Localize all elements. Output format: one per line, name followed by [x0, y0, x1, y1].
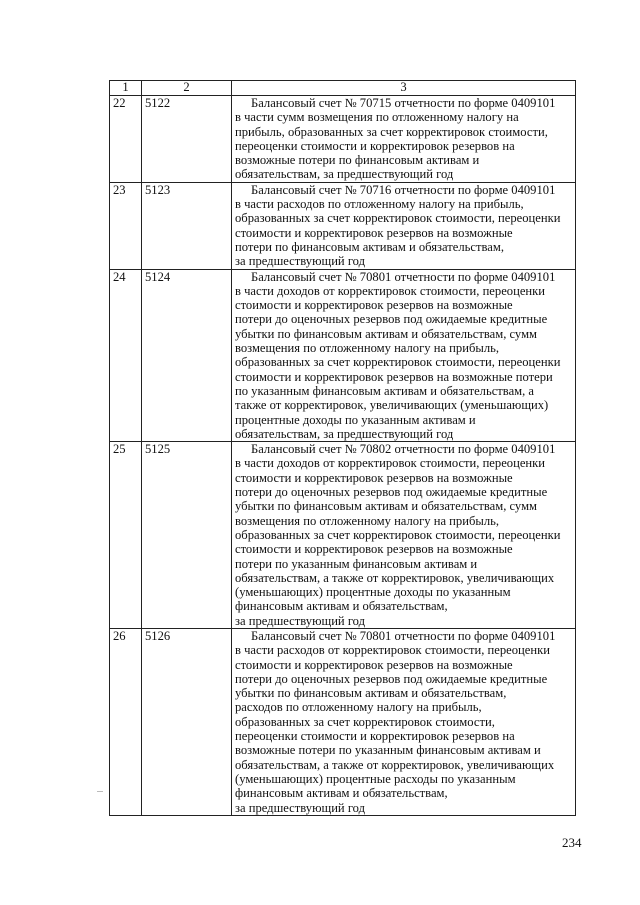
code-cell: 5125 — [142, 442, 232, 629]
row-number-cell: 25 — [110, 442, 142, 629]
description-line: переоценки стоимости и корректировок резервов на — [235, 138, 515, 153]
column-header-3: 3 — [232, 81, 576, 96]
description-line: убытки по финансовым активам и обязательствам, сумм — [235, 499, 538, 514]
description-line: возможные потери по финансовым активам и — [235, 153, 480, 168]
margin-mark — [97, 791, 103, 792]
description-line: расходов по отложенному налогу на прибыль, — [235, 700, 482, 715]
description-line: (уменьшающих) процентные доходы по указанным — [235, 585, 511, 600]
page-number: 234 — [562, 835, 582, 850]
description-line: образованных за счет корректировок стоимости, переоценки — [235, 355, 561, 370]
description-cell — [232, 442, 576, 629]
description-line: Балансовый счет № 70715 отчетности по форме 0409101 — [251, 96, 556, 110]
description-line: переоценки стоимости и корректировок резервов на — [235, 729, 515, 744]
description-line: в части расходов от корректировок стоимости, переоценки — [235, 643, 550, 658]
table-header-row — [110, 81, 576, 96]
description-line: обязательствам, за предшествующий год — [235, 167, 454, 182]
table-body — [110, 81, 576, 816]
description-line: за предшествующий год — [235, 800, 366, 815]
description-line: образованных за счет корректировок стоимости, переоценки — [235, 527, 561, 542]
table-row — [110, 628, 576, 815]
description-line: в части расходов по отложенному налогу на прибыль, — [235, 197, 524, 212]
description-line: убытки по финансовым активам и обязательствам, сумм — [235, 326, 538, 341]
description-line: возмещения по отложенному налогу на прибыль, — [235, 513, 500, 528]
description-line: потери по финансовым активам и обязательствам, — [235, 239, 505, 254]
column-header-1: 1 — [110, 81, 142, 96]
description-line: в части доходов от корректировок стоимости, переоценки — [235, 283, 546, 298]
description-line: процентные доходы по указанным активам и — [235, 412, 476, 427]
description-line: Балансовый счет № 70802 отчетности по форме 0409101 — [251, 442, 556, 457]
description-line: потери по указанным финансовым активам и — [235, 556, 478, 571]
code-cell: 5122 — [142, 96, 232, 183]
description-line: стоимости и корректировок резервов на возможные — [235, 470, 513, 485]
description-cell — [232, 269, 576, 442]
description-cell — [232, 96, 576, 183]
description-line: стоимости и корректировок резервов на возможные — [235, 298, 513, 313]
description-line: потери до оценочных резервов под ожидаемые кредитные — [235, 485, 548, 500]
description-line: стоимости и корректировок резервов на возможные — [235, 542, 513, 557]
row-number-cell: 26 — [110, 628, 142, 815]
description-line: прибыль, образованных за счет корректировок стоимости, — [235, 124, 548, 139]
row-number-cell: 24 — [110, 269, 142, 442]
description-line: также от корректировок, увеличивающих (уменьшающих) — [235, 398, 549, 413]
code-cell: 5123 — [142, 182, 232, 269]
description-line: за предшествующий год — [235, 613, 366, 628]
row-number-cell: 22 — [110, 96, 142, 183]
description-cell — [232, 628, 576, 815]
description-line: стоимости и корректировок резервов на возможные потери — [235, 369, 553, 384]
description-line: убытки по финансовым активам и обязательствам, — [235, 686, 507, 701]
description-line: Балансовый счет № 70801 отчетности по форме 0409101 — [251, 628, 556, 643]
description-line: стоимости и корректировок резервов на возможные — [235, 225, 513, 240]
description-line: потери до оценочных резервов под ожидаемые кредитные — [235, 671, 548, 686]
description-line: возможные потери по указанным финансовым активам и — [235, 743, 541, 758]
description-line: в части сумм возмещения по отложенному налогу на — [235, 110, 519, 125]
description-line: финансовым активам и обязательствам, — [235, 786, 448, 801]
table-row — [110, 182, 576, 269]
description-line: за предшествующий год — [235, 254, 366, 269]
row-number-cell: 23 — [110, 182, 142, 269]
description-line: Балансовый счет № 70716 отчетности по форме 0409101 — [251, 182, 556, 197]
description-line: стоимости и корректировок резервов на возможные — [235, 657, 513, 672]
description-line: (уменьшающих) процентные расходы по указанным — [235, 771, 516, 786]
description-line: обязательствам, а также от корректировок, увеличивающих — [235, 570, 555, 585]
description-line: возмещения по отложенному налогу на прибыль, — [235, 341, 500, 356]
description-line: потери до оценочных резервов под ожидаемые кредитные — [235, 312, 548, 327]
codes-table — [109, 80, 576, 816]
description-line: финансовым активам и обязательствам, — [235, 599, 448, 614]
description-line: по указанным финансовым активам и обязательствам, а — [235, 383, 535, 398]
description-line: Балансовый счет № 70801 отчетности по форме 0409101 — [251, 269, 556, 284]
description-line: в части доходов от корректировок стоимости, переоценки — [235, 456, 546, 471]
table-row — [110, 269, 576, 442]
description-line: обязательствам, а также от корректировок, увеличивающих — [235, 757, 555, 772]
description-line: образованных за счет корректировок стоимости, переоценки — [235, 211, 561, 226]
description-line: обязательствам, за предшествующий год — [235, 426, 454, 441]
description-line: образованных за счет корректировок стоимости, — [235, 714, 495, 729]
code-cell: 5126 — [142, 628, 232, 815]
description-cell — [232, 182, 576, 269]
table-row — [110, 96, 576, 183]
table-row — [110, 442, 576, 629]
column-header-2: 2 — [142, 81, 232, 96]
code-cell: 5124 — [142, 269, 232, 442]
